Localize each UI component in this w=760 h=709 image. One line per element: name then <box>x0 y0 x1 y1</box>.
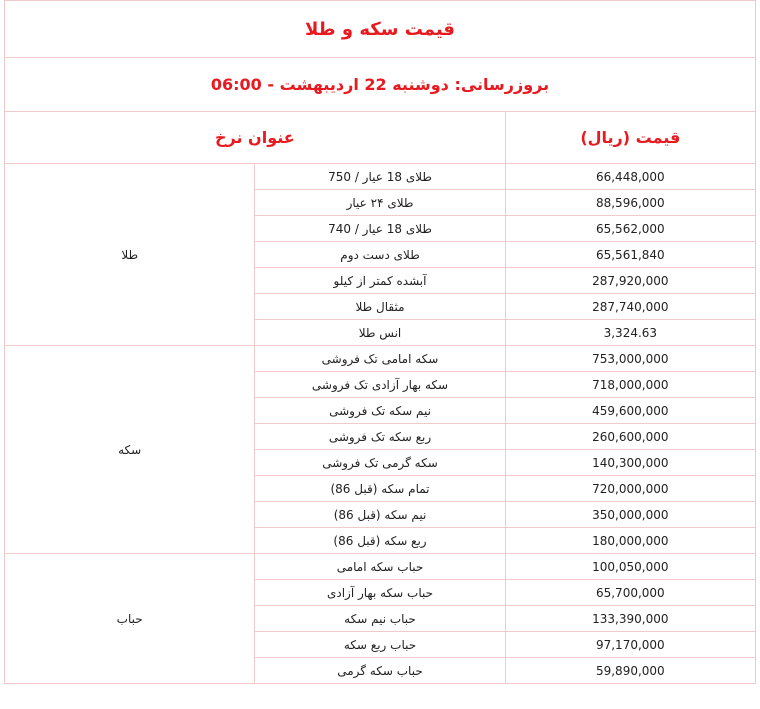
row-price: 350,000,000 <box>505 502 755 528</box>
row-price: 88,596,000 <box>505 190 755 216</box>
row-price: 3,324.63 <box>505 320 755 346</box>
row-name: حباب سکه گرمی <box>255 658 505 684</box>
row-name: طلای دست دوم <box>255 242 505 268</box>
update-timestamp: بروزرسانی: دوشنبه 22 اردیبهشت - 06:00 <box>5 58 756 112</box>
row-name: تمام سکه (قبل 86) <box>255 476 505 502</box>
row-price: 140,300,000 <box>505 450 755 476</box>
row-name: حباب ربع سکه <box>255 632 505 658</box>
row-price: 180,000,000 <box>505 528 755 554</box>
row-name: سکه امامی تک فروشی <box>255 346 505 372</box>
table-row <box>5 346 756 372</box>
row-name: نیم سکه (قبل 86) <box>255 502 505 528</box>
page-title: قیمت سکه و طلا <box>5 1 756 58</box>
group-label-coin: سکه <box>5 346 255 554</box>
row-price: 753,000,000 <box>505 346 755 372</box>
row-price: 718,000,000 <box>505 372 755 398</box>
row-price: 133,390,000 <box>505 606 755 632</box>
row-name: حباب سکه امامی <box>255 554 505 580</box>
row-name: آبشده کمتر از کیلو <box>255 268 505 294</box>
row-name: انس طلا <box>255 320 505 346</box>
row-name: مثقال طلا <box>255 294 505 320</box>
row-price: 66,448,000 <box>505 164 755 190</box>
row-price: 459,600,000 <box>505 398 755 424</box>
row-price: 720,000,000 <box>505 476 755 502</box>
row-name: ربع سکه (قبل 86) <box>255 528 505 554</box>
column-header-row <box>5 112 756 164</box>
row-name: حباب نیم سکه <box>255 606 505 632</box>
row-price: 97,170,000 <box>505 632 755 658</box>
row-price: 59,890,000 <box>505 658 755 684</box>
row-price: 260,600,000 <box>505 424 755 450</box>
row-name: سکه بهار آزادی تک فروشی <box>255 372 505 398</box>
row-name: طلای ۲۴ عیار <box>255 190 505 216</box>
row-price: 100,050,000 <box>505 554 755 580</box>
row-name: نیم سکه تک فروشی <box>255 398 505 424</box>
title-row <box>5 1 756 58</box>
row-price: 287,920,000 <box>505 268 755 294</box>
row-price: 65,561,840 <box>505 242 755 268</box>
column-header-name: عنوان نرخ <box>5 112 506 164</box>
row-price: 65,700,000 <box>505 580 755 606</box>
table-body <box>5 1 756 684</box>
table-row <box>5 554 756 580</box>
row-price: 287,740,000 <box>505 294 755 320</box>
row-price: 65,562,000 <box>505 216 755 242</box>
row-name: طلای 18 عیار / 740 <box>255 216 505 242</box>
update-row <box>5 58 756 112</box>
gold-coin-price-table <box>4 0 756 684</box>
group-label-bubble: حباب <box>5 554 255 684</box>
table-row <box>5 164 756 190</box>
row-name: طلای 18 عیار / 750 <box>255 164 505 190</box>
row-name: سکه گرمی تک فروشی <box>255 450 505 476</box>
row-name: حباب سکه بهار آزادی <box>255 580 505 606</box>
column-header-price: قیمت (ریال) <box>505 112 755 164</box>
row-name: ربع سکه تک فروشی <box>255 424 505 450</box>
group-label-gold: طلا <box>5 164 255 346</box>
